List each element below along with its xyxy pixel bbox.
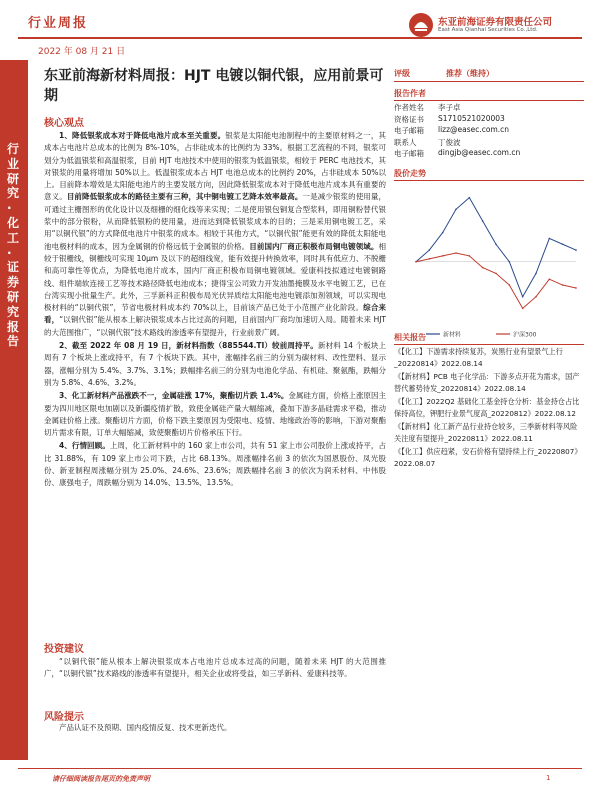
data-point [482,267,484,269]
rating-row [394,62,584,82]
author-info-value: 李子卓 [438,103,461,112]
author-info-key: 电子邮箱 [394,126,424,136]
core-paragraph-2: 2、截至 2022 年 08 月 19 日，新材料指数（885544.TI）较前周持平。新材料 14 个板块上周有 7 个板块上涨或持平，有 7 个板块下跌。其中，涨幅排名前三的分别为碳材料、改性塑料、显示器，涨幅分别为 5.4%、3.7%、3.1%；跌幅排名前三的分别为电池化学品、有机硅、聚氨酯，跌幅分别为 5.8%、4.6%、3.2%。 [44,341,386,387]
author-rule [394,100,584,101]
logo-company-name: 东亚前海证券有限责任公司 [438,17,553,28]
core-paragraph-4: 4、行情回顾。上周，化工新材料中的 160 家上市公司，共有 51 家上市公司股价上涨或持平，占比 31.88%，有 109 家上市公司下跌，占比 68.13%。周涨幅排名前 3 的依次为国恩股份、凤光股份、新亚制程周涨幅分别为 25.0%、24.6%、23.6%；周跌幅排名前 3 的依次为润禾材料、中伟股份、康强电子，周跌幅分别为 14.0%、13.5%、13.5%。 [44,441,386,488]
invest-body: “以铜代银”能从根本上解决银浆成本占电池片总成本过高的问题，随着未来 HJT 的大范围推广，“以铜代银”技术路线的渗透率有望提升，相关企业或将受益，如三孚新科、爱康科技等。 [44,657,386,679]
related-report-item[interactable]: 《【化工】2022Q2 基础化工基金持仓分析：基金持仓占比保持高位，钾肥行业景气度高_20220812》2022.08.12 [394,397,580,418]
data-point [549,238,551,240]
data-point [495,243,497,245]
footer-disclaimer: 请仔细阅读报告尾页的免责声明 [52,775,150,783]
related-report-item[interactable]: 《【新材料】PCB 电子化学品：下游多点开花为需求，国产替代蓄势待发_20220814》2022.08.14 [394,372,580,393]
data-point [535,296,537,298]
legend-label: 新材料 [443,331,462,339]
author-info-key: 电子邮箱 [394,149,424,159]
related-rule [394,344,584,345]
data-point [442,255,444,257]
p1-heading: 1、降低银浆成本对于降低电池片成本至关重要。 [59,131,226,140]
rating-value: 推荐（维持） [446,69,494,78]
related-reports-list [394,346,584,471]
author-info-row [394,114,584,126]
report-date: 2022 年 08 月 21 日 [38,47,126,57]
related-report-item[interactable]: 《【化工】供应趋紧，安石价格有望持续上行_20220807》2022.08.07 [394,447,582,468]
author-info-key: 联系人 [394,137,417,147]
data-point [522,296,524,298]
author-info-value: 丁俊波 [438,137,461,147]
left-sidebar-band [0,60,28,760]
author-info-key: 作者姓名 [394,103,424,112]
p4-heading: 4、行情回顾。 [59,441,110,451]
data-point [495,273,497,275]
data-point [509,261,511,263]
author-info [394,102,584,160]
series-line-沪深300 [416,253,576,308]
logo-mark-icon [408,12,434,38]
author-info-key: 资格证书 [394,114,424,124]
data-point [509,284,511,286]
page-title: 东亚前海新材料周报：HJT 电镀以铜代银，应用前景可期 [44,68,384,104]
series-line-新材料 [416,198,576,297]
page-number: 1 [546,774,551,782]
risk-section-title: 风险提示 [44,712,84,723]
data-point [429,249,431,251]
stock-trend-chart [394,180,584,340]
core-paragraph-3: 3、化工新材料产品涨跌不一，金属硅涨 17%，聚酯切片跌 1.4%。金属硅方面，价格上涨原因主要为四川地区限电加剧以及新疆疫情扩散，致使金属硅产量大幅缩减，叠加下游多晶硅需求平稳，推动金属硅价格上涨。聚酯切片方面，价格下跌主要原因为受限电、疫情、地缘政治等的影响，下游对聚酯切片需求有限，订单大幅缩减，致使聚酯切片价格承压下行。 [44,391,386,438]
data-point [469,197,471,199]
invest-section-title: 投资建议 [44,644,84,655]
legend-label: 沪深300 [513,331,537,339]
sidebar-label: 行业研究·化工·证券研究报告 [7,142,20,349]
p2-heading: 2、截至 2022 年 08 月 19 日，新材料指数（885544.TI）较前周持平。 [59,341,318,351]
data-point [575,249,577,251]
data-point [522,308,524,310]
data-point [535,273,537,275]
core-section-title: 核心观点 [44,118,84,129]
p3-heading: 3、化工新材料产品涨跌不一，金属硅涨 17%，聚酯切片跌 1.4%。 [59,391,289,401]
data-point [549,278,551,280]
author-info-value[interactable]: dingjb@easec.com.cn [438,148,521,158]
data-point [482,220,484,222]
author-info-row [394,102,584,114]
related-report-item[interactable]: 《【新材料】化工新产品行业持仓较多，三季新材料等风险关注度有望提升_20220811》2022.08.11 [394,422,578,443]
data-point [455,252,457,254]
related-section-title: 相关报告 [394,333,426,342]
risk-body: 产品认证不及预期、国内疫情反复、技术更新迭代。 [59,723,232,732]
data-point [415,261,417,263]
author-section-title: 报告作者 [394,89,426,98]
author-info-row [394,148,584,160]
rating-label: 评级 [394,69,410,78]
data-point [562,243,564,245]
data-point [442,232,444,234]
author-info-value: S1710521020003 [438,113,505,123]
core-body [44,130,386,491]
author-info-row [394,125,584,137]
report-category: 行业周报 [28,16,89,31]
stock-trend-title: 股价走势 [394,169,426,178]
footer-rule [18,768,582,769]
author-info-value[interactable]: lizz@easec.com.cn [438,125,510,135]
logo-company-name-en: East Asia Qianhai Securities Co.,Ltd. [438,27,538,33]
data-point [562,284,564,286]
author-info-row [394,137,584,149]
data-point [455,209,457,211]
data-point [429,258,431,260]
data-point [469,255,471,257]
core-paragraph-1: 1、降低银浆成本对于降低电池片成本至关重要。银浆是太阳能电池制程中的主要原材料之一，其成本占电池片总成本的比例为 8%-10%，占非硅成本的比例约为 33%。根据工艺流程的不同，银浆可划分为低温银浆和高温银浆，目前 HJT 电池技术中使用的银浆为低温银浆，相较于 PERC 电池技术，其对银浆的用量将增加 50%以上。低温银浆成本占 HJT 电池总成本的比例约 20%，占非硅成本 50%以上。目前降本增效是太阳能电池片的主要发展方向，因此降低银浆成本对于降低电池片成本具有重要的意义。目前降低银浆成本的路径主要有三种，其中铜电镀工艺降本效率最高。一是减少银浆的使用量，可通过主栅图形的优化设计以及细栅的细化线等来实现；二是使用银包铜复合型浆料，即用铜粉替代银浆中的部分银粉，从而降低银粉的使用量，进而达到降低银浆成本的目的；三是采用铜电镀工艺，采用“以铜代银”的方式降低电池片中银浆的成本。相较于其他方式，“以铜代银”能更有效的降低太阳能电池电极材料的成本，因为金属铜的价格远低于金属银的价格。目前国内厂商正积极布局铜电镀领域。相较于银栅线，铜栅线可实现 10μm 及以下的超细线宽，能有效提升转换效率，同时具有低应力、不脱栅和高可靠性等优点，为降低电池片成本，国内厂商正积极布局铜电镀领域。爱康科技拟通过电镀铜路线、组件端软连接工艺等技术路径降低电池成本；捷得宝公司致力开发油墨掩膜及水平电镀工艺，已在台湾实现小批量生产。此外，三孚新科正积极布局光伏异质结太阳能电池电镀添加剂领域，可以实现电极材料的“以铜代银”，节省电极材料成本约 70%以上，目前该产品已处于小范围产业化阶段。综合来看，“以铜代银”能从根本上解决银浆成本占比过高的问题，目前国内厂商均加速切入局。随着未来 HJT 的大范围推广，“以铜代银”技术路线的渗透率有望提升，行业前景广阔。 [44,131,387,337]
company-logo [408,12,588,40]
related-report-item[interactable]: 《【化工】下游需求持续复苏，炭黑行业有望景气上行_20220814》2022.08.14 [394,347,563,368]
data-point [575,287,577,289]
